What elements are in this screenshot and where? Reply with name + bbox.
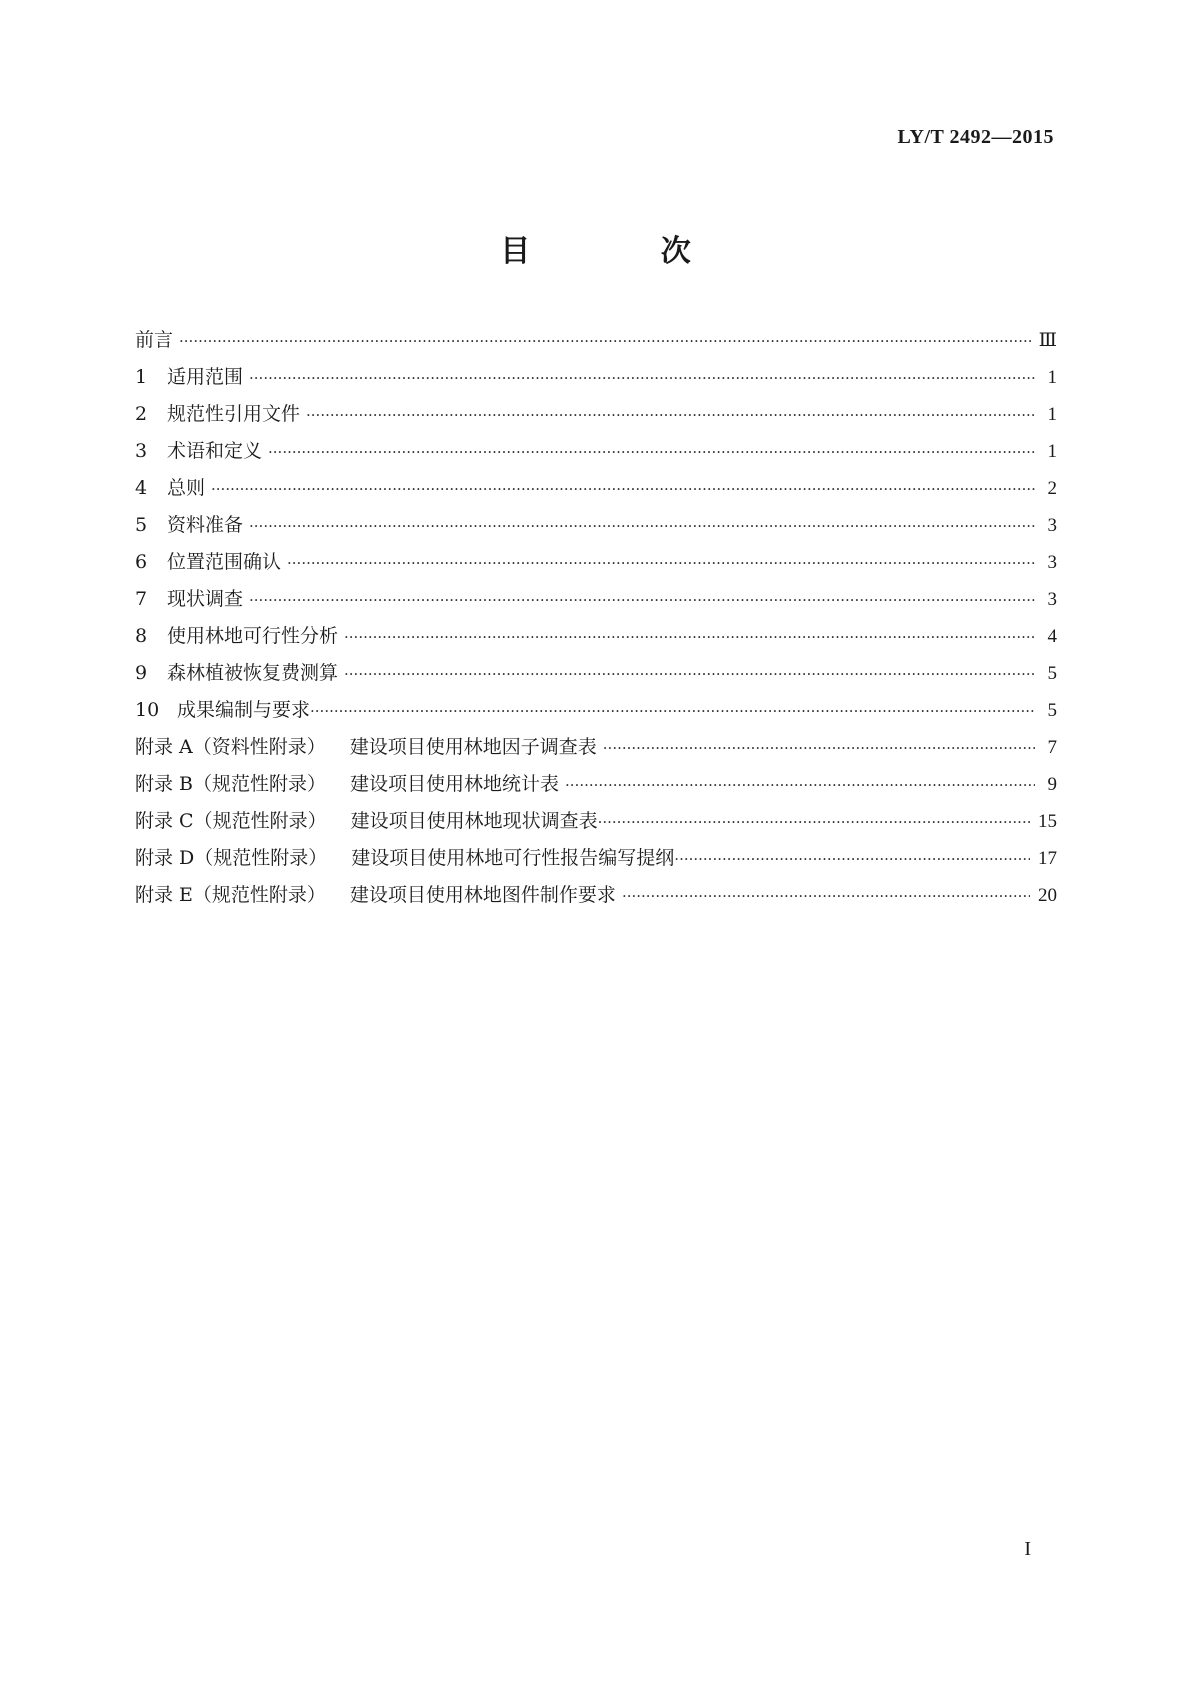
toc-appendix-prefix: 附录 E（规范性附录） [135,884,326,906]
toc-leader-dots [344,619,1035,656]
toc-entry-label: 建设项目使用林地可行性报告编写提纲 [351,847,675,869]
toc-entry-label: 位置范围确认 [167,551,282,573]
toc-entry-label: 森林植被恢复费测算 [167,662,339,684]
toc-leader-dots [306,397,1035,434]
toc-entry-6[interactable] [135,544,1057,581]
toc-entry-label: 建设项目使用林地因子调查表 [349,736,597,758]
toc-entry-number: 8 [135,625,148,647]
toc-entry-8[interactable] [135,618,1057,655]
toc-entry-appendix-d[interactable] [135,840,1057,877]
toc-leader-dots [249,360,1035,397]
toc-leader-dots [249,582,1035,619]
toc-entry-label: 使用林地可行性分析 [167,625,339,647]
toc-entry-number: 1 [135,366,148,388]
toc-entry-page: 17 [1038,848,1057,869]
toc-appendix-prefix: 附录 C（规范性附录） [135,810,327,832]
toc-entry-number: 10 [135,699,160,721]
toc-entry-label: 规范性引用文件 [167,403,301,425]
toc-entry-number: 9 [135,662,148,684]
toc-entry-label: 建设项目使用林地现状调查表 [350,810,598,832]
toc-entry-page: 1 [1047,404,1057,425]
toc-entry-5[interactable] [135,507,1057,544]
toc-entry-page: 5 [1047,700,1057,721]
page-title: 目 次 [500,234,751,269]
toc-entry-label: 现状调查 [167,588,244,610]
toc-entry-number: 6 [135,551,148,573]
toc-entry-number: 7 [135,588,148,610]
toc-entry-label: 成果编制与要求 [177,699,311,721]
table-of-contents [135,322,1057,914]
toc-leader-dots [179,323,1031,360]
toc-entry-appendix-c[interactable] [135,803,1057,840]
standard-code: LY/T 2492—2015 [897,126,1054,148]
toc-entry-7[interactable] [135,581,1057,618]
toc-entry-number: 2 [135,403,148,425]
toc-entry-page: Ⅲ [1038,330,1057,351]
toc-entry-10[interactable] [135,692,1057,729]
toc-entry-label: 资料准备 [167,514,244,536]
toc-appendix-prefix: 附录 D（规范性附录） [135,847,328,869]
toc-entry-page: 4 [1047,626,1057,647]
toc-entry-number: 4 [135,477,148,499]
toc-entry-number: 3 [135,440,148,462]
toc-entry-appendix-b[interactable] [135,766,1057,803]
toc-entry-page: 7 [1047,737,1057,758]
toc-entry-label: 总则 [167,477,206,499]
toc-entry-3[interactable] [135,433,1057,470]
toc-entry-number: 5 [135,514,148,536]
toc-entry-appendix-e[interactable] [135,877,1057,914]
toc-entry-page: 3 [1047,515,1057,536]
toc-leader-dots [598,804,1030,841]
toc-entry-page: 1 [1047,441,1057,462]
toc-entry-1[interactable] [135,359,1057,396]
toc-entry-page: 1 [1047,367,1057,388]
toc-entry-label: 术语和定义 [167,440,263,462]
toc-entry-label: 前言 [135,329,174,351]
toc-entry-page: 2 [1047,478,1057,499]
toc-entry-page: 3 [1047,589,1057,610]
toc-entry-9[interactable] [135,655,1057,692]
toc-leader-dots [268,434,1035,471]
toc-leader-dots [674,841,1030,878]
toc-leader-dots [249,508,1035,545]
toc-leader-dots [565,767,1035,804]
toc-appendix-prefix: 附录 A（资料性附录） [135,736,326,758]
toc-leader-dots [287,545,1035,582]
toc-entry-page: 3 [1047,552,1057,573]
toc-entry-page: 5 [1047,663,1057,684]
toc-leader-dots [211,471,1035,508]
toc-entry-foreword[interactable] [135,322,1057,359]
toc-leader-dots [622,878,1030,915]
toc-entry-2[interactable] [135,396,1057,433]
toc-entry-label: 适用范围 [167,366,244,388]
toc-entry-appendix-a[interactable] [135,729,1057,766]
toc-entry-label: 建设项目使用林地图件制作要求 [349,884,616,906]
toc-leader-dots [603,730,1035,767]
toc-entry-page: 15 [1038,811,1057,832]
toc-entry-page: 20 [1038,885,1057,906]
toc-appendix-prefix: 附录 B（规范性附录） [135,773,327,795]
toc-leader-dots [310,693,1035,730]
toc-entry-4[interactable] [135,470,1057,507]
page-number: I [1024,1538,1031,1560]
toc-entry-label: 建设项目使用林地统计表 [350,773,560,795]
toc-leader-dots [344,656,1035,693]
toc-entry-page: 9 [1047,774,1057,795]
